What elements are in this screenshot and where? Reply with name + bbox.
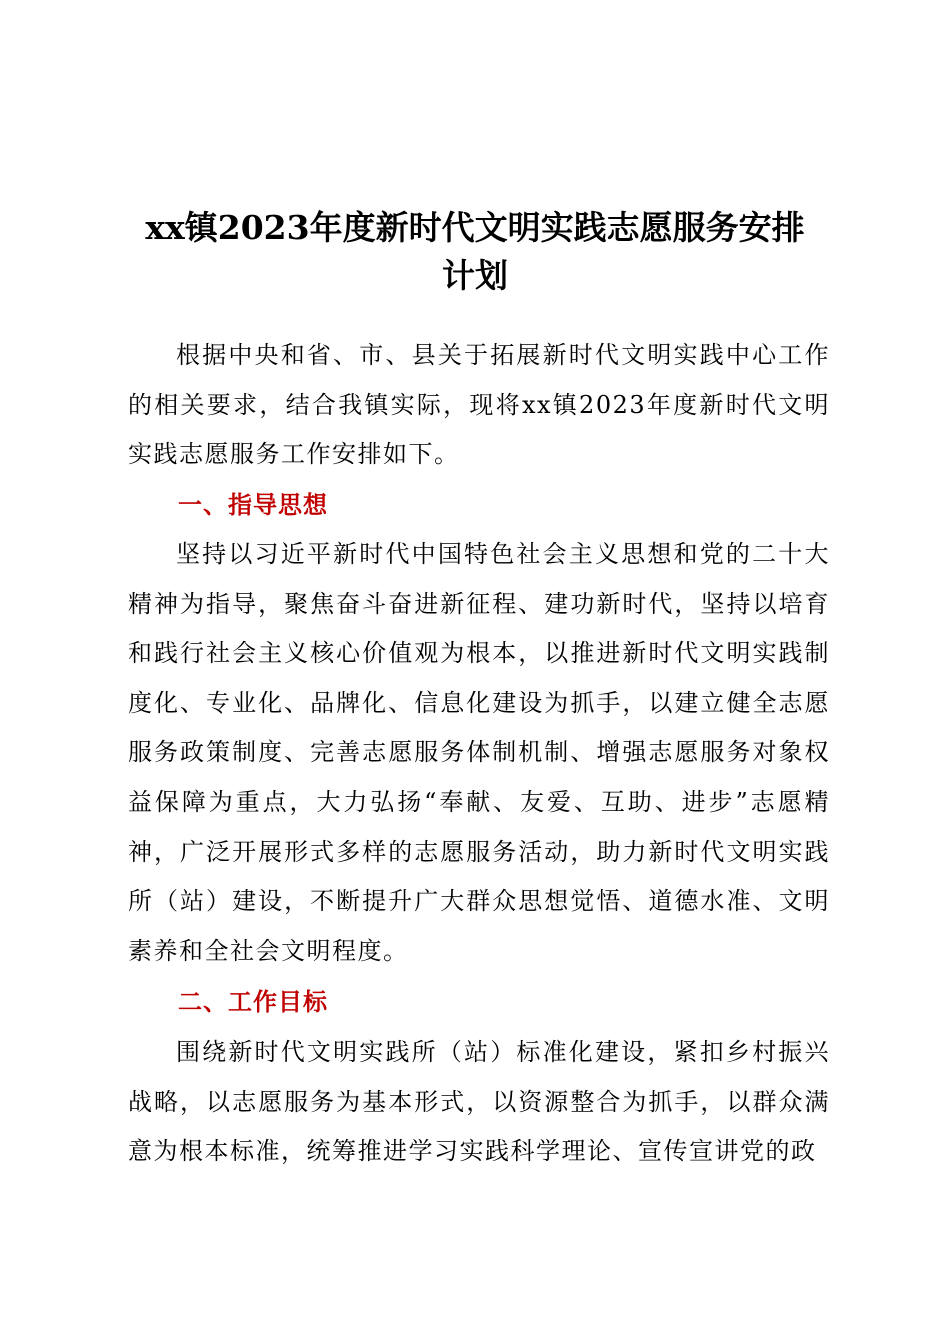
section-heading-work-goals: 二、工作目标 <box>178 988 328 1016</box>
document-title-line-1: xx镇2023年度新时代文明实践志愿服务安排 <box>145 208 805 247</box>
intro-paragraph: 根据中央和省、市、县关于拓展新时代文明实践中心工作的相关要求，结合我镇实际，现将xx镇2023年度新时代文明实践志愿服务工作安排如下。 <box>128 341 830 469</box>
section-paragraph-guiding-thought: 坚持以习近平新时代中国特色社会主义思想和党的二十大精神为指导，聚焦奋斗奋进新征程、建功新时代，坚持以培育和践行社会主义核心价值观为根本，以推进新时代文明实践制度化、专业化、品牌化、信息化建设为抓手，以建立健全志愿服务政策制度、完善志愿服务体制机制、增强志愿服务对象权益保障为重点，大力弘扬“奉献、友爱、互助、进步”志愿精神，广泛开展形式多样的志愿服务活动，助力新时代文明实践所（站）建设，不断提升广大群众思想觉悟、道德水准、文明素养和全社会文明程度。 <box>128 540 830 965</box>
section-heading-guiding-thought: 一、指导思想 <box>178 491 328 519</box>
document-title-line-2: 计划 <box>442 256 508 295</box>
section-paragraph-work-goals: 围绕新时代文明实践所（站）标准化建设，紧扣乡村振兴战略，以志愿服务为基本形式，以资源整合为抓手，以群众满意为根本标准，统筹推进学习实践科学理论、宣传宣讲党的政 <box>128 1038 830 1166</box>
